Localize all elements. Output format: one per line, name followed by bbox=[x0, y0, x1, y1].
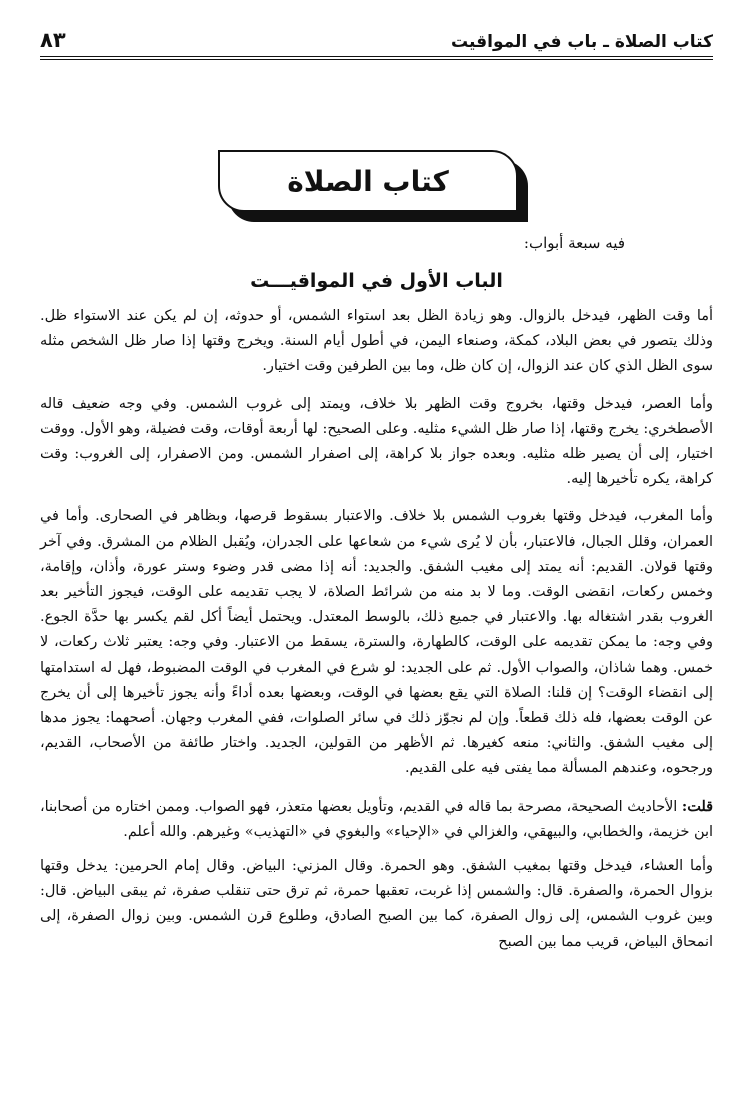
book-title: كتاب الصلاة bbox=[218, 150, 518, 212]
body-text bbox=[40, 304, 713, 967]
book-title-frame bbox=[218, 150, 536, 228]
note-paragraph bbox=[40, 794, 713, 845]
chapter-heading: الباب الأول في المواقيـــت bbox=[250, 270, 503, 292]
page-number: ٨٣ bbox=[40, 28, 66, 52]
paragraph-isha: وأما العشاء، فيدخل وقتها بمغيب الشفق. وهو الحمرة. وقال المزني: البياض. وقال إمام الحرمين: يدخل وقتها بزوال الحمرة، والصفرة. قال: والشمس إذا غربت، تعقبها حمرة، ثم ترق حتى تنقلب صفرة، ثم يبقى البياض. قال: وبين غروب الشمس، إلى زوال الصفرة، كما بين الصبح الصادق، وطلوع قرن الشمس. وبين زوال الصفرة، إلى انمحاق البياض، قريب مما بين الصبح bbox=[40, 858, 713, 950]
note-lead: قلت: bbox=[681, 797, 713, 815]
intro-line: فيه سبعة أبواب: bbox=[523, 234, 625, 252]
header-rule bbox=[40, 56, 713, 60]
paragraph-maghrib: وأما المغرب، فيدخل وقتها بغروب الشمس بلا خلاف. والاعتبار بسقوط قرصها، وبظاهر في الصحارى. وأما في العمران، وقلل الجبال، فالاعتبار، بأن لا يُرى شيء من شعاعها على الجدران، ويُقبل الظلام من المشرق. وفي آخر وقتها قولان. القديم: أنه يمتد إلى مغيب الشفق. والجديد: أنه إذا مضى قدر وضوء وستر عورة، وأذان، وإقامة، وخمس ركعات، انقضى الوقت. وما لا بد منه من شرائط الصلاة، لا يجب تقديمه على الوقت، فيجوز التأخير بعد الغروب بقدر اشتغاله بها. والاعتبار في جميع ذلك، بالوسط المعتدل. ويحتمل أيضاً أكل لقم يكسر بها حدَّة الجوع. وفي وجه: ما يمكن تقديمه على الوقت، كالطهارة، والسترة، يسقط من الاعتبار. وفي وجه: يعتبر ثلاث ركعات، لا خمس. وهما شاذان، والصواب الأول. ثم على الجديد: لو شرع في المغرب في الوقت المضبوط، فهل له استدامتها إلى انقضاء الوقت؟ إن قلنا: الصلاة التي يقع بعضها في الوقت، وبعضها بعده أداءً وأنه يجوز تأخيرها إلى أن يخرج عن الوقت بعضها، فله ذلك قطعاً. وإن لم نجوّز ذلك في سائر الصلوات، ففي المغرب وجهان. أصحهما: يجوز مدها إلى مغيب الشفق. والثاني: منعه كغيرها. ثم الأظهر من القولين، الجديد. واختار طائفة من الأصحاب، القديم، ورجحوه، وعندهم المسألة مما يفتى فيه على القديم. bbox=[40, 508, 713, 777]
note-text: الأحاديث الصحيحة، مصرحة بما قاله في القديم، وتأويل بعضها متعذر، فهو الصواب. وممن اختاره من أصحابنا، ابن خزيمة، والخطابي، والبيهقي، والغزالي في «الإحياء» والبغوي في «التهذيب» وغيرهم. والله أعلم. bbox=[40, 798, 713, 840]
paragraph-asr: وأما العصر، فيدخل وقتها، بخروج وقت الظهر بلا خلاف، ويمتد إلى غروب الشمس. وفي وجه ضعيف قاله الأصطخري: يخرج وقتها، إذا صار ظل الشيء مثليه. وعلى الصحيح: لها أربعة أوقات، وقت فضيلة، وهو الأول. ووقت اختيار، إلى أن يصير ظله مثليه. وبعده جواز بلا كراهة، إلى اصفرار الشمس. ومن الاصفرار، إلى الغروب: وقت كراهة، يكره تأخيرها إليه. bbox=[40, 395, 713, 488]
header-title: كتاب الصلاة ـ باب في المواقيت bbox=[451, 32, 713, 52]
paragraph-zuhr: أما وقت الظهر، فيدخل بالزوال. وهو زيادة الظل بعد استواء الشمس، أو حدوثه، إن لم يكن عند الاستواء ظل. وذلك يتصور في بعض البلاد، كمكة، وصنعاء اليمن، في أطول أيام السنة. ويخرج وقتها إذا صار ظل الشخص مثله سوى الظل الذي كان عند الزوال، إن كان ظل، وما بين الطرفين وقت اختيار. bbox=[40, 308, 713, 375]
running-header bbox=[40, 22, 713, 52]
